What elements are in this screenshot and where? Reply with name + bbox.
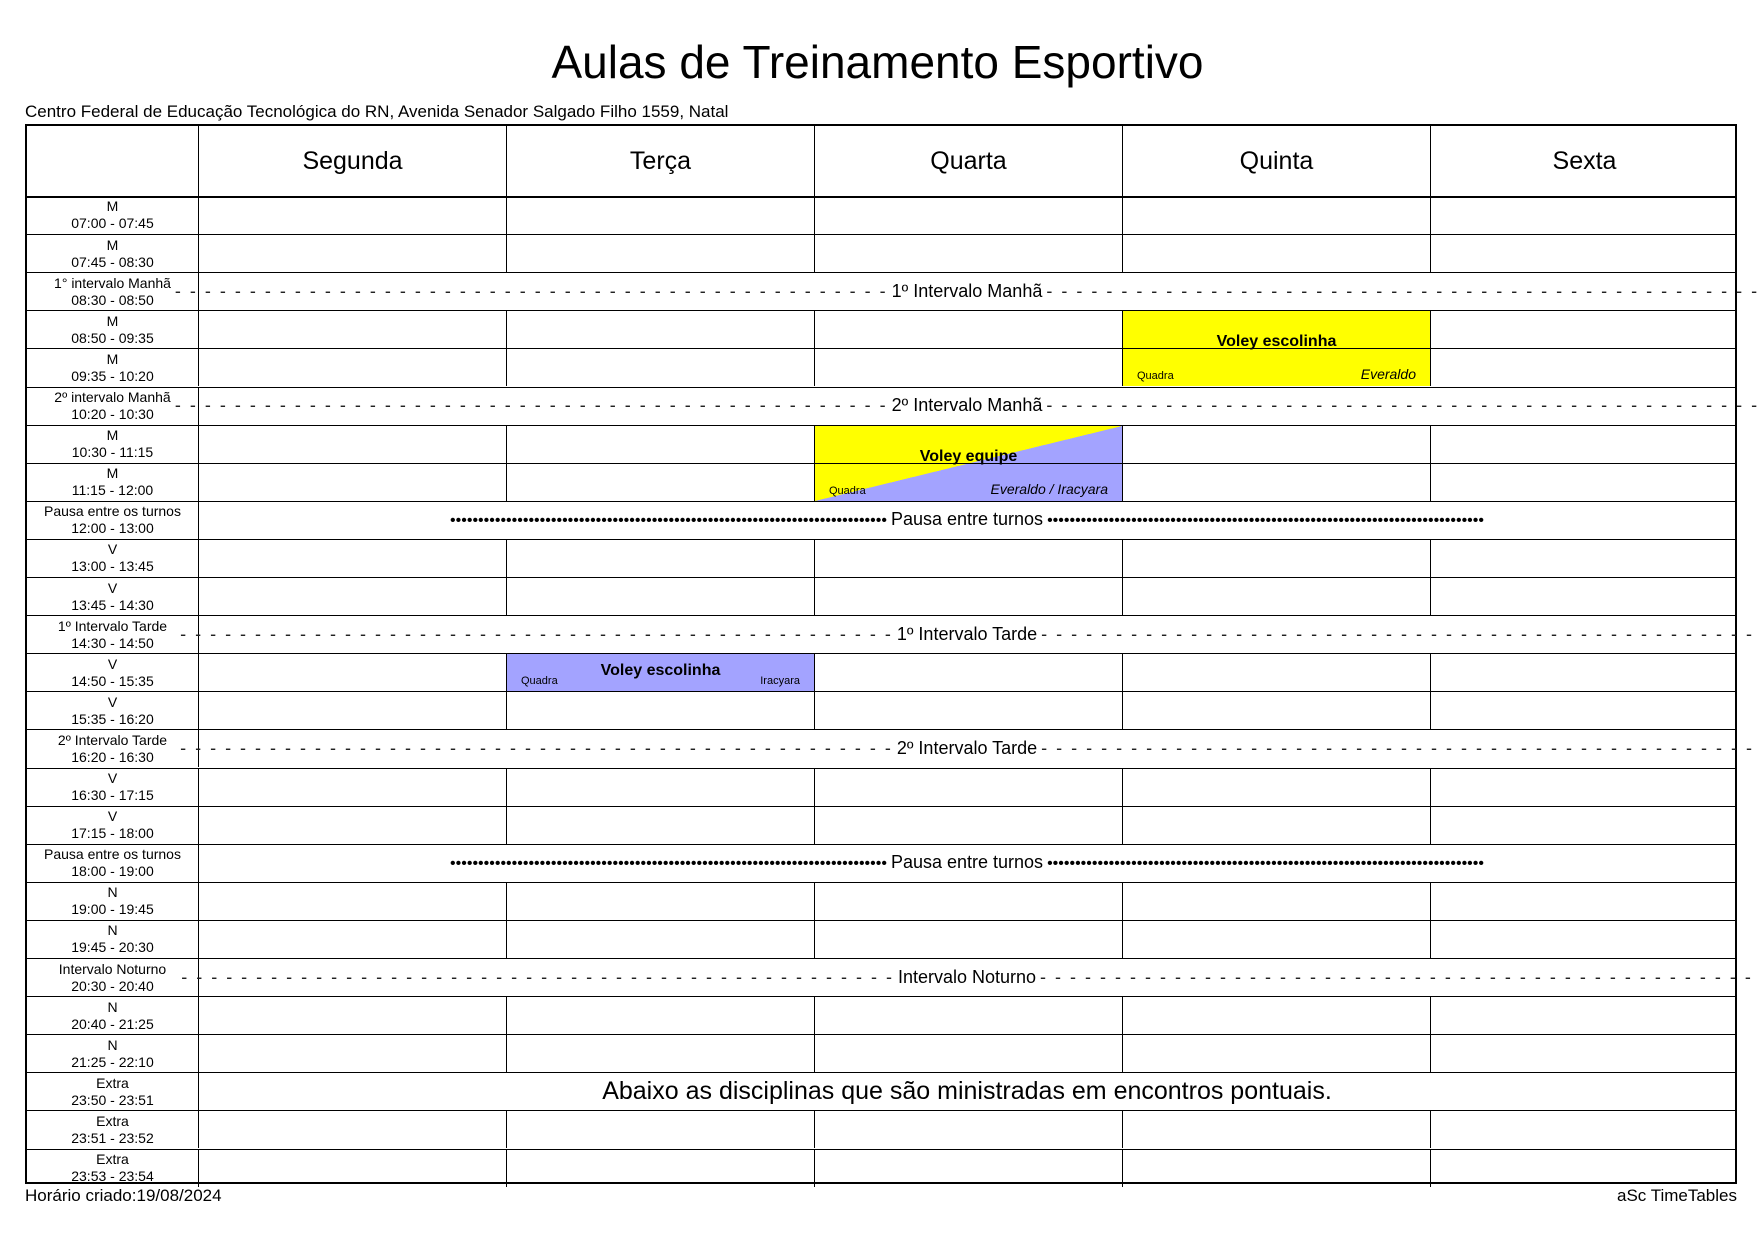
row-divider: [27, 806, 1735, 807]
break-label: Pausa entre turnos: [890, 852, 1044, 873]
lesson-room: Quadra: [521, 675, 558, 688]
lesson-teacher: Iracyara: [760, 675, 800, 688]
timetable-cell[interactable]: [1122, 882, 1430, 920]
break-filler-right: - - - - - - - - - - - - - - - - - - - - - - - - - - - - - - - - - - - - - - - - - - - - - - - -: [1046, 395, 1759, 416]
timetable-cell[interactable]: [1122, 234, 1430, 272]
timetable-cell[interactable]: [1430, 425, 1738, 463]
software-brand: aSc TimeTables: [1617, 1186, 1737, 1205]
period-label: [27, 348, 198, 386]
timetable-cell[interactable]: [1122, 1034, 1430, 1072]
break-filler-right: ••••••••••••••••••••••••••••••••••••••••••••••••••••••••••••••••••••••••••••••: [1047, 512, 1484, 530]
lesson-block[interactable]: [506, 653, 814, 691]
timetable-cell[interactable]: [1430, 691, 1738, 729]
period-name: V: [107, 541, 118, 558]
break-filler-left: ••••••••••••••••••••••••••••••••••••••••••••••••••••••••••••••••••••••••••••••: [450, 855, 887, 873]
timetable-cell[interactable]: [198, 920, 506, 958]
extra-note: Abaixo as disciplinas que são ministradas em encontros pontuais.: [198, 1072, 1735, 1110]
row-divider: [27, 1072, 1735, 1073]
timetable-cell[interactable]: [198, 196, 506, 234]
timetable-cell[interactable]: [198, 1110, 506, 1148]
period-name: N: [107, 922, 118, 939]
break-filler-right: ••••••••••••••••••••••••••••••••••••••••••••••••••••••••••••••••••••••••••••••: [1047, 855, 1484, 873]
period-name: V: [107, 579, 118, 596]
timetable-cell[interactable]: [1122, 1149, 1430, 1187]
period-time: 15:35 - 16:20: [71, 710, 154, 727]
timetable-cell[interactable]: [1430, 806, 1738, 844]
timetable-cell[interactable]: [1430, 577, 1738, 615]
period-label: [27, 729, 198, 767]
period-label: [27, 272, 198, 310]
timetable-cell[interactable]: [1122, 806, 1430, 844]
timetable-cell[interactable]: [814, 806, 1122, 844]
period-name: M: [106, 427, 119, 444]
period-label: [27, 806, 198, 844]
timetable-cell[interactable]: [1430, 1034, 1738, 1072]
period-time: 16:20 - 16:30: [71, 748, 154, 765]
period-name: M: [106, 198, 119, 215]
break-label: Pausa entre turnos: [890, 509, 1044, 530]
timetable-cell[interactable]: [1430, 463, 1738, 501]
break-row-text: [180, 729, 1754, 767]
timetable-cell[interactable]: [506, 882, 814, 920]
timetable-cell[interactable]: [506, 1149, 814, 1187]
break-filler-right: - - - - - - - - - - - - - - - - - - - - - - - - - - - - - - - - - - - - - - - - - - - - - - - -: [1041, 623, 1754, 644]
school-address: Centro Federal de Educação Tecnológica do RN, Avenida Senador Salgado Filho 1559, Natal: [25, 102, 729, 121]
period-label: [27, 577, 198, 615]
period-label: [27, 958, 198, 996]
period-label: [27, 501, 198, 539]
period-name: Extra: [96, 1074, 129, 1091]
row-divider: [27, 691, 1735, 692]
row-divider: [27, 882, 1735, 883]
timetable-cell[interactable]: [1430, 882, 1738, 920]
timetable-cell[interactable]: [814, 691, 1122, 729]
row-divider: [27, 653, 1735, 654]
period-label: [27, 691, 198, 729]
header-divider: [27, 196, 1735, 198]
period-label: [27, 615, 198, 653]
timetable-cell[interactable]: [198, 1034, 506, 1072]
row-divider: [27, 539, 1735, 540]
timetable-cell[interactable]: [198, 234, 506, 272]
period-time: 23:51 - 23:52: [71, 1129, 154, 1146]
period-label: [27, 996, 198, 1034]
timetable-cell[interactable]: [506, 234, 814, 272]
row-divider: [27, 463, 1735, 464]
timetable-cell[interactable]: [1430, 348, 1738, 386]
timetable-cell[interactable]: [1430, 920, 1738, 958]
timetable-cell[interactable]: [1430, 653, 1738, 691]
timetable-cell[interactable]: [198, 577, 506, 615]
period-name: M: [106, 465, 119, 482]
timetable-cell[interactable]: [506, 425, 814, 463]
timetable-cell[interactable]: [198, 653, 506, 691]
period-time: 13:00 - 13:45: [71, 558, 154, 575]
period-time: 09:35 - 10:20: [71, 367, 154, 384]
period-time: 13:45 - 14:30: [71, 596, 154, 613]
timetable-cell[interactable]: [1122, 196, 1430, 234]
break-row-text: [174, 387, 1759, 425]
period-name: Extra: [96, 1112, 129, 1129]
timetable-cell[interactable]: [814, 1034, 1122, 1072]
period-name: 2º Intervalo Tarde: [57, 731, 168, 748]
period-time: 11:15 - 12:00: [71, 482, 154, 499]
timetable-cell[interactable]: [1430, 768, 1738, 806]
timetable-cell[interactable]: [1122, 425, 1430, 463]
period-name: Extra: [96, 1151, 129, 1168]
timetable-cell[interactable]: [1430, 234, 1738, 272]
timetable-cell[interactable]: [1122, 539, 1430, 577]
timetable-cell[interactable]: [814, 653, 1122, 691]
timetable-cell[interactable]: [506, 577, 814, 615]
row-divider: [27, 615, 1735, 616]
timetable-cell[interactable]: [506, 768, 814, 806]
row-divider: [27, 768, 1735, 769]
break-row-text: [174, 272, 1759, 310]
timetable-cell[interactable]: [1122, 463, 1430, 501]
row-divider: [27, 348, 1735, 349]
period-name: M: [106, 236, 119, 253]
period-time: 07:00 - 07:45: [71, 215, 154, 232]
timetable-cell[interactable]: [1122, 920, 1430, 958]
lesson-subject: Voley escolinha: [600, 662, 721, 680]
break-filler-left: - - - - - - - - - - - - - - - - - - - - - - - - - - - - - - - - - - - - - - - - - - - - - - - -: [180, 737, 893, 758]
row-divider: [27, 577, 1735, 578]
timetable-cell[interactable]: [1430, 996, 1738, 1034]
lesson-teacher: Everaldo: [1360, 366, 1416, 383]
day-header-segunda: Segunda: [198, 126, 506, 196]
row-divider: [27, 1149, 1735, 1150]
created-date: Horário criado:19/08/2024: [25, 1186, 222, 1205]
period-name: M: [106, 350, 119, 367]
break-label: 2º Intervalo Manhã: [891, 395, 1043, 416]
period-time: 23:53 - 23:54: [71, 1168, 154, 1185]
timetable-cell[interactable]: [506, 1110, 814, 1148]
timetable-cell[interactable]: [814, 310, 1122, 348]
row-divider: [27, 425, 1735, 426]
day-header-quarta: Quarta: [814, 126, 1122, 196]
row-divider: [27, 1034, 1735, 1035]
timetable-cell[interactable]: [1122, 653, 1430, 691]
break-row-text: [181, 958, 1753, 996]
timetable-cell[interactable]: [506, 348, 814, 386]
period-time: 19:00 - 19:45: [71, 901, 154, 918]
period-label: [27, 196, 198, 234]
day-header-sexta: Sexta: [1430, 126, 1738, 196]
period-name: Intervalo Noturno: [58, 960, 167, 977]
period-name: 1° intervalo Manhã: [54, 274, 171, 291]
period-label: [27, 310, 198, 348]
timetable-cell[interactable]: [198, 882, 506, 920]
break-filler-right: - - - - - - - - - - - - - - - - - - - - - - - - - - - - - - - - - - - - - - - - - - - - - - - -: [1040, 966, 1753, 987]
timetable-cell[interactable]: [506, 539, 814, 577]
timetable-cell[interactable]: [198, 348, 506, 386]
period-time: 10:30 - 11:15: [71, 444, 154, 461]
row-divider: [27, 501, 1735, 502]
timetable-cell[interactable]: [506, 996, 814, 1034]
period-label: [27, 1149, 198, 1187]
timetable-grid: [25, 124, 1759, 1185]
timetable-cell[interactable]: [814, 768, 1122, 806]
period-name: V: [107, 655, 118, 672]
period-label: [27, 1110, 198, 1148]
lesson-room: Quadra: [1137, 370, 1174, 383]
period-label: [27, 653, 198, 691]
period-name: N: [107, 998, 118, 1015]
timetable-cell[interactable]: [198, 996, 506, 1034]
period-time: 20:40 - 21:25: [71, 1015, 154, 1032]
day-header-quinta: Quinta: [1122, 126, 1430, 196]
timetable-cell[interactable]: [1430, 196, 1738, 234]
row-divider: [27, 310, 1735, 311]
timetable-cell[interactable]: [814, 1149, 1122, 1187]
period-time: 17:15 - 18:00: [71, 825, 154, 842]
lesson-subject: Voley escolinha: [1216, 333, 1337, 351]
period-name: V: [107, 770, 118, 787]
break-label: Intervalo Noturno: [897, 966, 1037, 987]
break-row-text: [198, 844, 1735, 882]
period-label: [27, 920, 198, 958]
row-divider: [27, 272, 1735, 273]
timetable-cell[interactable]: [814, 920, 1122, 958]
break-filler-left: - - - - - - - - - - - - - - - - - - - - - - - - - - - - - - - - - - - - - - - - - - - - - - - -: [181, 966, 894, 987]
break-filler-left: - - - - - - - - - - - - - - - - - - - - - - - - - - - - - - - - - - - - - - - - - - - - - - - -: [180, 623, 893, 644]
row-divider: [27, 920, 1735, 921]
day-header-terça: Terça: [506, 126, 814, 196]
row-divider: [27, 1110, 1735, 1111]
period-name: 2º intervalo Manhã: [54, 389, 171, 406]
break-label: 1º Intervalo Manhã: [891, 280, 1043, 301]
period-time: 16:30 - 17:15: [71, 787, 154, 804]
timetable-cell[interactable]: [1122, 996, 1430, 1034]
period-name: Pausa entre os turnos: [44, 503, 181, 520]
break-filler-right: - - - - - - - - - - - - - - - - - - - - - - - - - - - - - - - - - - - - - - - - - - - - - - - -: [1046, 280, 1759, 301]
timetable-cell[interactable]: [198, 425, 506, 463]
period-time: 14:50 - 15:35: [71, 672, 154, 689]
period-time: 10:20 - 10:30: [71, 406, 154, 423]
break-filler-left: ••••••••••••••••••••••••••••••••••••••••••••••••••••••••••••••••••••••••••••••: [450, 512, 887, 530]
period-time: 23:50 - 23:51: [71, 1091, 154, 1108]
timetable-cell[interactable]: [1430, 1149, 1738, 1187]
timetable-cell[interactable]: [1122, 768, 1430, 806]
timetable-cell[interactable]: [1430, 539, 1738, 577]
timetable-cell[interactable]: [814, 1110, 1122, 1148]
lesson-subject: Voley equipe: [919, 447, 1018, 465]
timetable-cell[interactable]: [198, 463, 506, 501]
period-time: 20:30 - 20:40: [71, 977, 154, 994]
period-name: V: [107, 693, 118, 710]
timetable-cell[interactable]: [198, 806, 506, 844]
period-name: N: [107, 1036, 118, 1053]
period-name: Pausa entre os turnos: [44, 846, 181, 863]
period-time: 19:45 - 20:30: [71, 939, 154, 956]
timetable-cell[interactable]: [1122, 1110, 1430, 1148]
timetable-cell[interactable]: [1430, 310, 1738, 348]
break-label: 1º Intervalo Tarde: [896, 623, 1038, 644]
period-label: [27, 463, 198, 501]
period-name: 1º Intervalo Tarde: [57, 617, 168, 634]
period-label: [27, 1034, 198, 1072]
break-row-text: [180, 615, 1754, 653]
timetable-cell[interactable]: [198, 768, 506, 806]
timetable-cell[interactable]: [506, 806, 814, 844]
timetable-cell[interactable]: [198, 1149, 506, 1187]
timetable-cell[interactable]: [198, 691, 506, 729]
period-name: V: [107, 808, 118, 825]
timetable-cell[interactable]: [1122, 691, 1430, 729]
row-divider: [27, 234, 1735, 235]
break-row-text: [198, 501, 1735, 539]
period-label: [27, 539, 198, 577]
timetable-cell[interactable]: [814, 539, 1122, 577]
period-label: [27, 425, 198, 463]
timetable-cell[interactable]: [506, 920, 814, 958]
period-label: [27, 768, 198, 806]
lesson-teacher: Everaldo / Iracyara: [990, 480, 1108, 497]
period-name: N: [107, 884, 118, 901]
timetable-cell[interactable]: [1430, 1110, 1738, 1148]
period-time: 14:30 - 14:50: [71, 634, 154, 651]
row-divider: [27, 996, 1735, 997]
row-divider: [27, 387, 1735, 388]
timetable-cell[interactable]: [814, 234, 1122, 272]
timetable-cell[interactable]: [198, 539, 506, 577]
period-time: 21:25 - 22:10: [71, 1053, 154, 1070]
period-time: 08:30 - 08:50: [71, 291, 154, 308]
timetable-cell[interactable]: [506, 1034, 814, 1072]
timetable-cell[interactable]: [506, 463, 814, 501]
period-label: [27, 1072, 198, 1110]
page-title: Aulas de Treinamento Esportivo: [551, 36, 1204, 88]
timetable-cell[interactable]: [814, 348, 1122, 386]
timetable-cell[interactable]: [506, 691, 814, 729]
timetable-cell[interactable]: [814, 882, 1122, 920]
lesson-room: Quadra: [829, 484, 866, 497]
row-divider: [27, 958, 1735, 959]
period-label: [27, 882, 198, 920]
row-divider: [27, 844, 1735, 845]
break-filler-right: - - - - - - - - - - - - - - - - - - - - - - - - - - - - - - - - - - - - - - - - - - - - - - - -: [1041, 737, 1754, 758]
period-label: [27, 234, 198, 272]
timetable-cell[interactable]: [506, 196, 814, 234]
break-label: 2º Intervalo Tarde: [896, 737, 1038, 758]
timetable-cell[interactable]: [1122, 577, 1430, 615]
timetable-cell[interactable]: [814, 996, 1122, 1034]
row-divider: [27, 729, 1735, 730]
break-filler-left: - - - - - - - - - - - - - - - - - - - - - - - - - - - - - - - - - - - - - - - - - - - - - - - -: [174, 395, 888, 416]
period-label: [27, 387, 198, 425]
period-time: 08:50 - 09:35: [71, 329, 154, 346]
period-time: 18:00 - 19:00: [71, 863, 154, 880]
timetable-cell[interactable]: [814, 577, 1122, 615]
period-name: M: [106, 312, 119, 329]
timetable-cell[interactable]: [506, 310, 814, 348]
timetable-cell[interactable]: [814, 196, 1122, 234]
period-time: 07:45 - 08:30: [71, 253, 154, 270]
period-time: 12:00 - 13:00: [71, 520, 154, 537]
period-label: [27, 844, 198, 882]
timetable-cell[interactable]: [198, 310, 506, 348]
break-filler-left: - - - - - - - - - - - - - - - - - - - - - - - - - - - - - - - - - - - - - - - - - - - - - - - -: [174, 280, 888, 301]
